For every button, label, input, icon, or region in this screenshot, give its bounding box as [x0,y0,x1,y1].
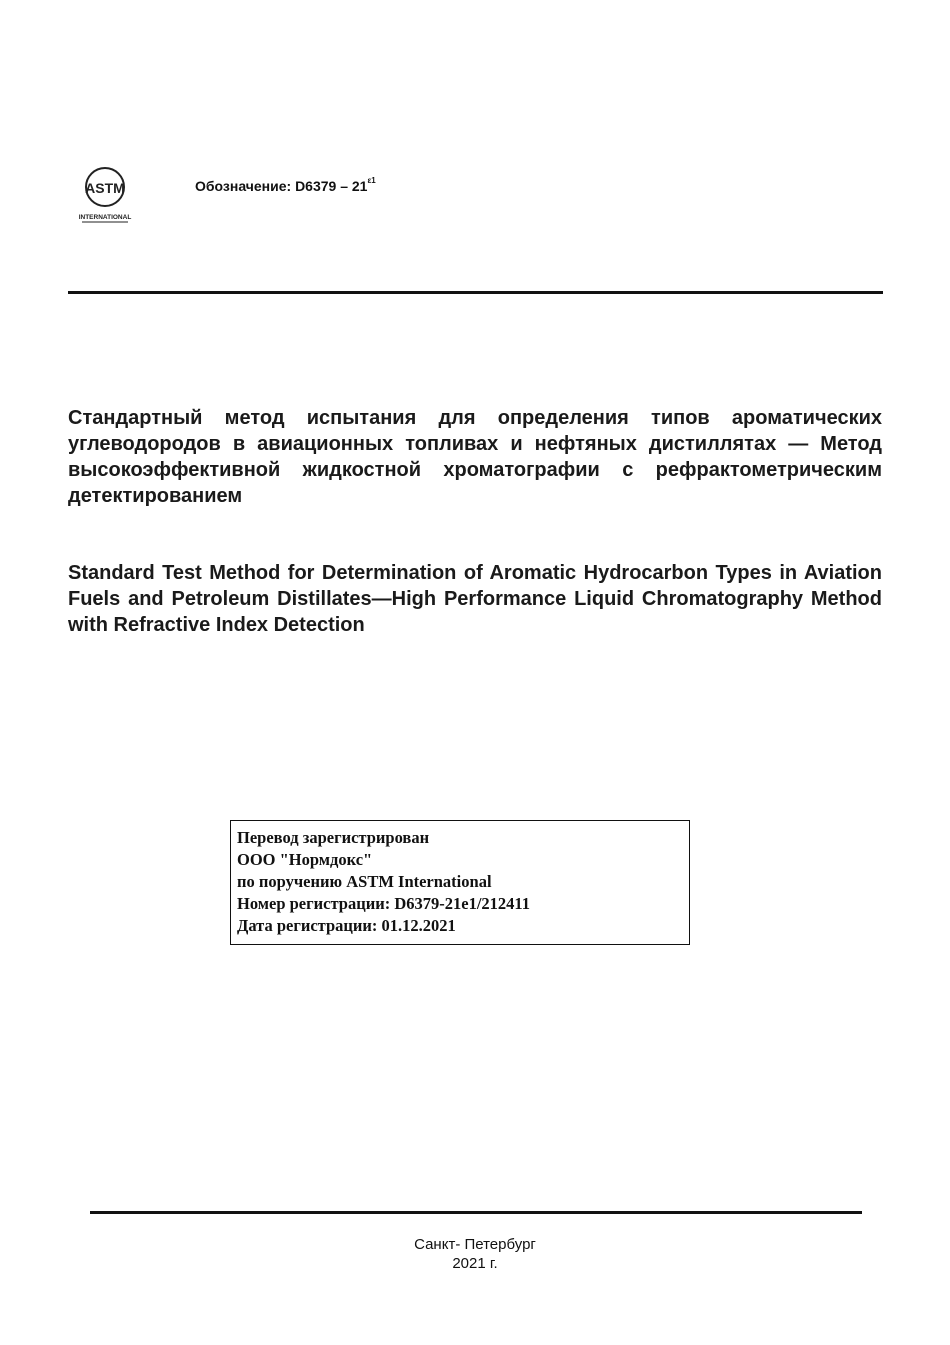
bottom-divider [90,1211,862,1214]
title-russian: Стандартный метод испытания для определения типов ароматических углеводородов в авиационных топливах и нефтяных дистиллятах — Метод высокоэффективной жидкостной хроматографии с рефрактометрическим детектированием [68,407,882,507]
svg-text:ASTM: ASTM [85,180,125,196]
registration-stamp [230,820,690,945]
registration-line: ООО "Нормдокс" [237,850,373,869]
svg-text:INTERNATIONAL: INTERNATIONAL [78,214,132,221]
title-english: Standard Test Method for Determination of Aromatic Hydrocarbon Types in Aviation Fuels and Petroleum Distillates—High Performance Liquid Chromatography Method with Refractive Index Detection [68,562,882,636]
designation [195,178,376,194]
registration-line: Перевод зарегистрирован [237,828,430,847]
registration-line: по поручению ASTM International [237,872,492,891]
registration-number: Номер регистрации: D6379-21e1/212411 [237,894,530,913]
astm-logo-icon [76,163,134,225]
footer-city: Санкт- Петербург [414,1236,536,1253]
top-divider [68,291,883,294]
footer-year: 2021 г. [452,1255,498,1272]
astm-logo [76,163,134,225]
registration-date: Дата регистрации: 01.12.2021 [237,916,456,935]
designation-label: Обозначение: D6379 – 21 [195,178,368,194]
designation-superscript: ε1 [367,176,376,186]
